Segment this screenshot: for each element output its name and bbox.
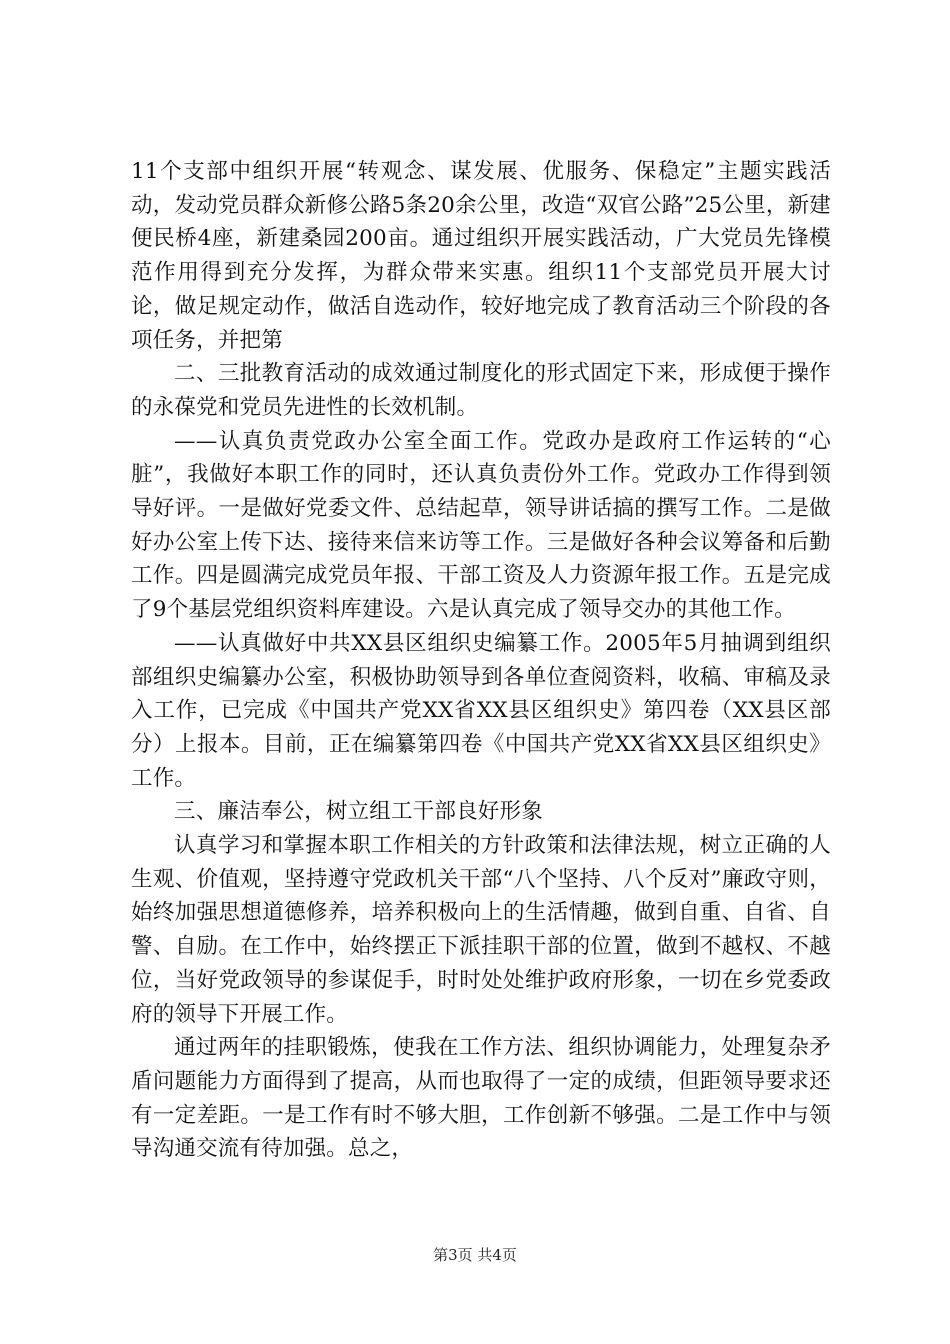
paragraph-4: ——认真做好中共XX县区组织史编纂工作。2005年5月抽调到组织部组织史编纂办公室，积极协助领导到各单位查阅资料，收稿、审稿及录入工作，已完成《中国共产党XX省XX县区组织史》第四卷（XX县区部分）上报本。目前，正在编纂第四卷《中国共产党XX省XX县区组织史》工作。 (131, 630, 831, 791)
paragraph-2: 二、三批教育活动的成效通过制度化的形式固定下来，形成便于操作的永葆党和党员先进性的长效机制。 (131, 361, 831, 420)
document-body (131, 155, 831, 1166)
page-footer: 第3页 共4页 (433, 1246, 517, 1264)
paragraph-7: 通过两年的挂职锻炼，使我在工作方法、组织协调能力，处理复杂矛盾问题能力方面得到了提高，从而也取得了一定的成绩，但距领导要求还有一定差距。一是工作有时不够大胆，工作创新不够强。二是工作中与领导沟通交流有待加强。总之， (131, 1035, 831, 1162)
paragraph-1: 11个支部中组织开展“转观念、谋发展、优服务、保稳定”主题实践活动，发动党员群众新修公路5条20余公里，改造“双官公路”25公里，新建便民桥4座，新建桑园200亩。通过组织开展实践活动，广大党员先锋模范作用得到充分发挥，为群众带来实惠。组织11个支部党员开展大讨论，做足规定动作，做活自选动作，较好地完成了教育活动三个阶段的各项任务，并把第 (131, 159, 831, 353)
paragraph-6: 认真学习和掌握本职工作相关的方针政策和法律法规，树立正确的人生观、价值观，坚持遵守党政机关干部“八个坚持、八个反对”廉政守则，始终加强思想道德修养，培养积极向上的生活情趣，做到自重、自省、自警、自励。在工作中，始终摆正下派挂职干部的位置，做到不越权、不越位，当好党政领导的参谋促手，时时处处维护政府形象，一切在乡党委政府的领导下开展工作。 (131, 833, 831, 1027)
section-heading-3: 三、廉洁奉公，树立组工干部良好形象 (174, 799, 543, 825)
paragraph-3: ——认真负责党政办公室全面工作。党政办是政府工作运转的“心脏”，我做好本职工作的同时，还认真负责份外工作。党政办工作得到领导好评。一是做好党委文件、总结起草，领导讲话搞的撰写工作。二是做好办公室上传下达、接待来信来访等工作。三是做好各种会议筹备和后勤工作。四是圆满完成党员年报、干部工资及人力资源年报工作。五是完成了9个基层党组织资料库建设。六是认真完成了领导交办的其他工作。 (131, 428, 831, 623)
